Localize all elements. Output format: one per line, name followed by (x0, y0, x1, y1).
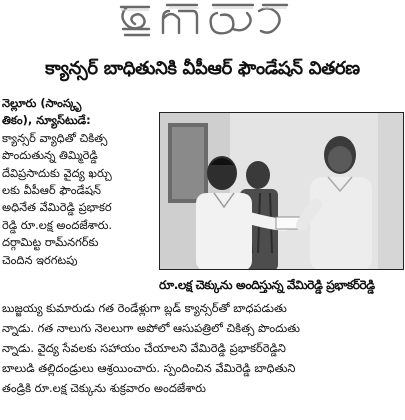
body-line: అధినేత వేమిరెడ్డి ప్రభాకర (2, 200, 112, 215)
article-full-width (2, 298, 403, 398)
body-line: న్నాడు. వైద్య సేవలకు సహాయం చేయాలని వేమిరెడ్డి ప్రభాకర్‌రెడ్డిని (2, 341, 286, 355)
body-line: చెందిన ఇరగటపు (2, 252, 78, 267)
body-line: తండ్రికి రూ.లక్ష చెక్కును శుక్రవారం అందజేశారు (2, 381, 206, 395)
dateline-continued: తికం), న్యూస్‌టుడే: (2, 113, 91, 128)
masthead-logo (0, 0, 405, 44)
article-headline: క్యాన్సర్ బాధితునికి వీపీఆర్ ఫౌండేషన్ వితరణ (45, 58, 360, 79)
body-line: దర్గామిట్ట రామ్‌నగర్‌కు (2, 235, 99, 250)
body-line: న్నాడు. గత నాలుగు నెలలుగా అపోలో ఆసుపత్రిలో చికిత్స పొందుతు (2, 321, 300, 335)
body-line: లకు వీపీఆర్ ఫౌండేషన్ (2, 183, 102, 198)
eenadu-logo (113, 1, 293, 43)
cheque-handover-photo (160, 113, 404, 270)
article-left-column (2, 95, 154, 269)
dateline: నెల్లూరు (సాంస్కృ (2, 96, 82, 110)
body-line: పొందుతున్న తిమ్మిరెడ్డి (2, 148, 98, 163)
body-line: క్యాన్సర్ వ్యాధితో చికిత్స (2, 130, 108, 145)
body-line: రెడ్డి రూ.లక్ష అందజేశారు. (2, 217, 113, 232)
body-line: దేవిప్రసాదుకు వైద్య ఖర్చు (2, 165, 112, 180)
photo-caption: రూ.లక్ష చెక్కును అందిస్తున్న వేమిరెడ్డి ప్రభాకర్‌రెడ్డి (159, 278, 375, 292)
news-photo (159, 112, 404, 270)
body-line: బాలుడి తల్లిదండ్రులు ఆశ్రయించారు. స్పందించిన వేమిరెడ్డి బాధితుని (2, 361, 296, 375)
body-line: బుజ్జయ్య కుమారుడు గత రెండేళ్లుగా బ్లడ్ క్యాన్సర్‌తో బాధపడుతు (2, 301, 287, 315)
